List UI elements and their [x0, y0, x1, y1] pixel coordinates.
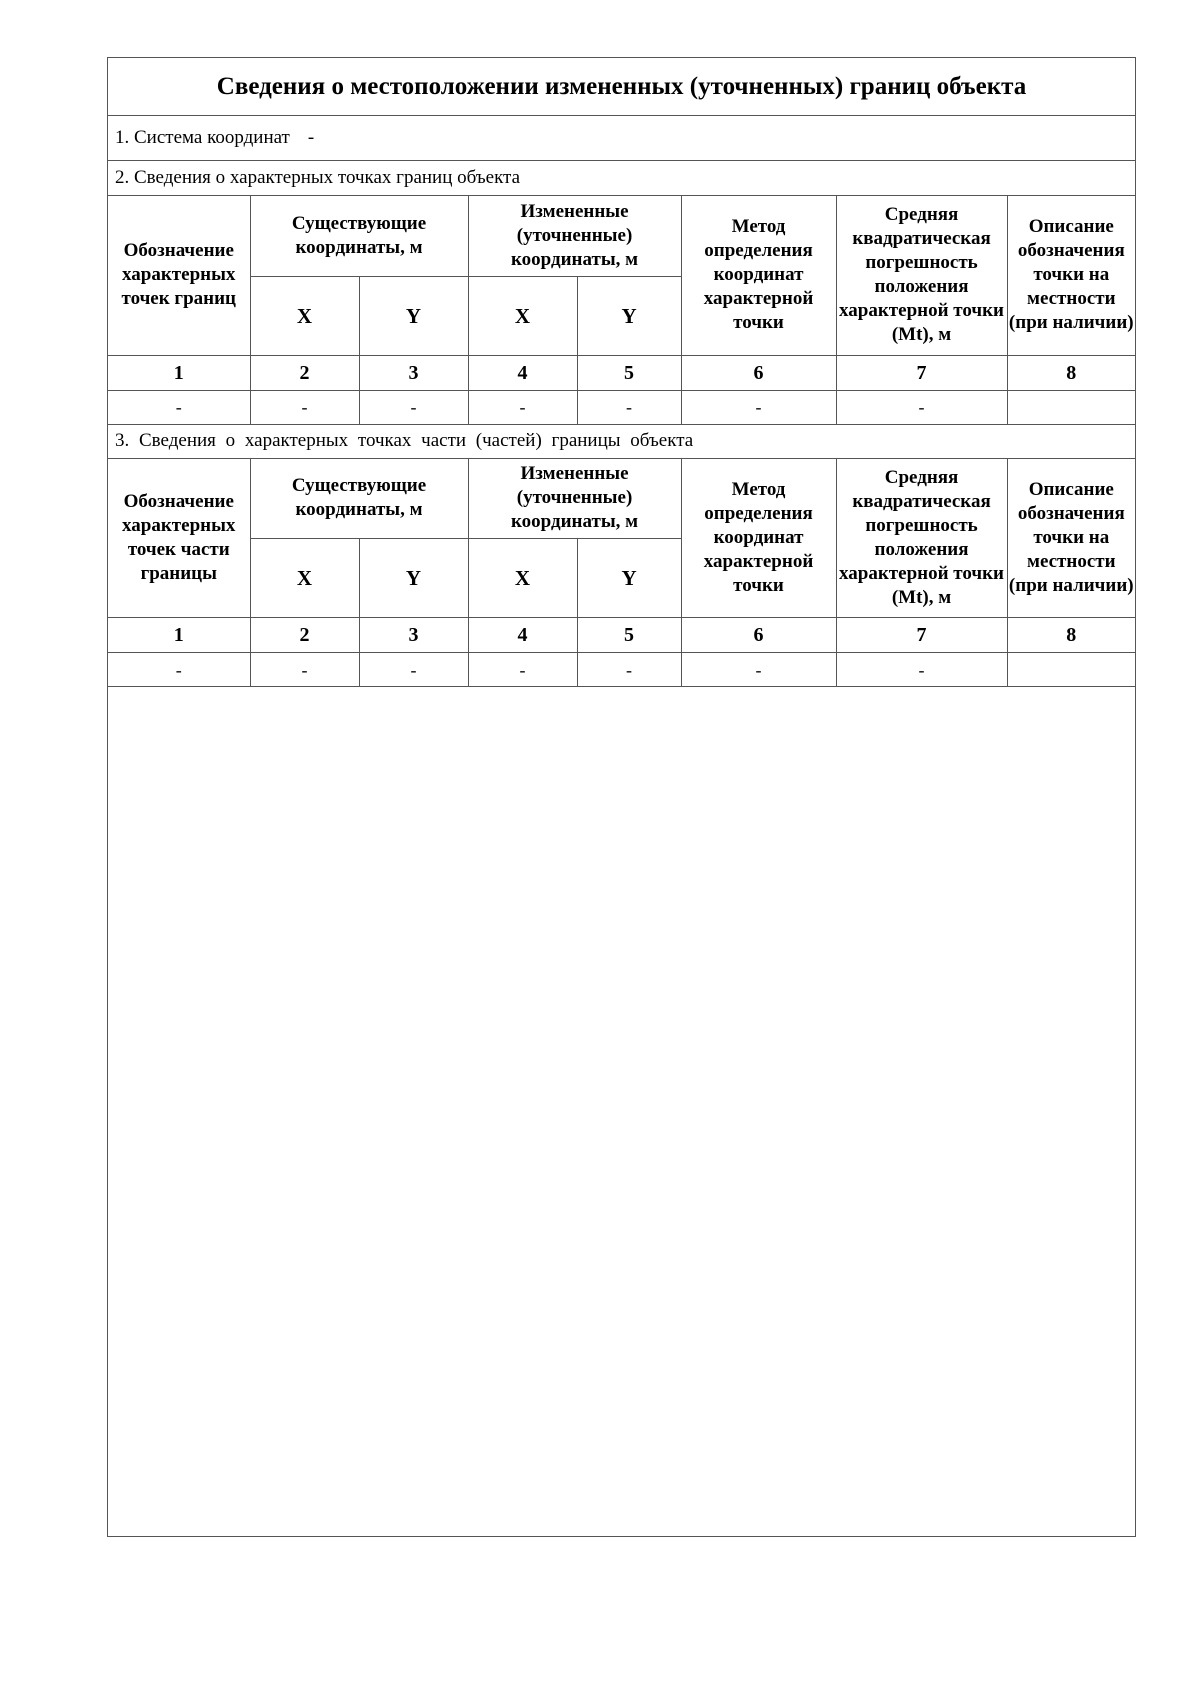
header-existing-x: X: [250, 539, 359, 618]
table-cell: -: [681, 390, 836, 424]
table-cell: -: [250, 390, 359, 424]
column-number: 8: [1007, 355, 1135, 390]
header-method: Метод определения координат характерной точки: [681, 459, 836, 618]
column-number: 7: [836, 355, 1007, 390]
coordinate-system-line: [108, 116, 1135, 161]
column-number: 4: [468, 618, 577, 653]
column-number: 8: [1007, 618, 1135, 653]
column-number: 6: [681, 618, 836, 653]
document-title: Сведения о местоположении измененных (уточненных) границ объекта: [108, 58, 1135, 116]
section2-table: [108, 196, 1135, 425]
header-changed-x: X: [468, 539, 577, 618]
document-frame: [107, 57, 1136, 1537]
header-existing-coords: Существующие координаты, м: [250, 459, 468, 539]
coordinate-system-value: -: [307, 127, 315, 148]
table-cell: -: [577, 653, 681, 687]
table-cell: [1007, 653, 1135, 687]
column-number: 2: [250, 618, 359, 653]
column-number: 1: [108, 355, 250, 390]
column-number: 7: [836, 618, 1007, 653]
header-description: Описание обозначения точки на местности (при наличии): [1007, 196, 1135, 355]
table-cell: -: [359, 653, 468, 687]
header-existing-x: X: [250, 276, 359, 355]
table-cell: -: [577, 390, 681, 424]
header-changed-x: X: [468, 276, 577, 355]
column-number: 3: [359, 618, 468, 653]
table-row: [108, 653, 1135, 687]
table-row: [108, 390, 1135, 424]
section3-table: [108, 459, 1135, 688]
column-number: 6: [681, 355, 836, 390]
header-changed-y: Y: [577, 276, 681, 355]
coordinate-system-label: 1. Система координат: [115, 127, 290, 148]
header-error: Средняя квадратическая погрешность положения характерной точки (Mt), м: [836, 459, 1007, 618]
header-existing-y: Y: [359, 276, 468, 355]
column-number-row: [108, 355, 1135, 390]
table-cell: -: [108, 390, 250, 424]
table-cell: -: [468, 390, 577, 424]
section3-heading: 3. Сведения о характерных точках части (частей) границы объекта: [108, 425, 1135, 459]
column-number: 2: [250, 355, 359, 390]
table-cell: -: [468, 653, 577, 687]
table-cell: [1007, 390, 1135, 424]
table-cell: -: [836, 390, 1007, 424]
header-changed-coords: Измененные (уточненные) координаты, м: [468, 459, 681, 539]
table-cell: -: [108, 653, 250, 687]
header-existing-y: Y: [359, 539, 468, 618]
header-changed-y: Y: [577, 539, 681, 618]
column-number: 1: [108, 618, 250, 653]
column-number: 5: [577, 618, 681, 653]
column-number: 4: [468, 355, 577, 390]
header-error: Средняя квадратическая погрешность положения характерной точки (Mt), м: [836, 196, 1007, 355]
header-designation: Обозначение характерных точек границ: [108, 196, 250, 355]
header-method: Метод определения координат характерной точки: [681, 196, 836, 355]
column-number: 5: [577, 355, 681, 390]
table-cell: -: [359, 390, 468, 424]
table-cell: -: [836, 653, 1007, 687]
header-description: Описание обозначения точки на местности (при наличии): [1007, 459, 1135, 618]
column-number-row: [108, 618, 1135, 653]
column-number: 3: [359, 355, 468, 390]
table-cell: -: [250, 653, 359, 687]
header-designation: Обозначение характерных точек части границы: [108, 459, 250, 618]
header-existing-coords: Существующие координаты, м: [250, 196, 468, 276]
table-cell: -: [681, 653, 836, 687]
header-changed-coords: Измененные (уточненные) координаты, м: [468, 196, 681, 276]
section2-heading: 2. Сведения о характерных точках границ объекта: [108, 161, 1135, 196]
